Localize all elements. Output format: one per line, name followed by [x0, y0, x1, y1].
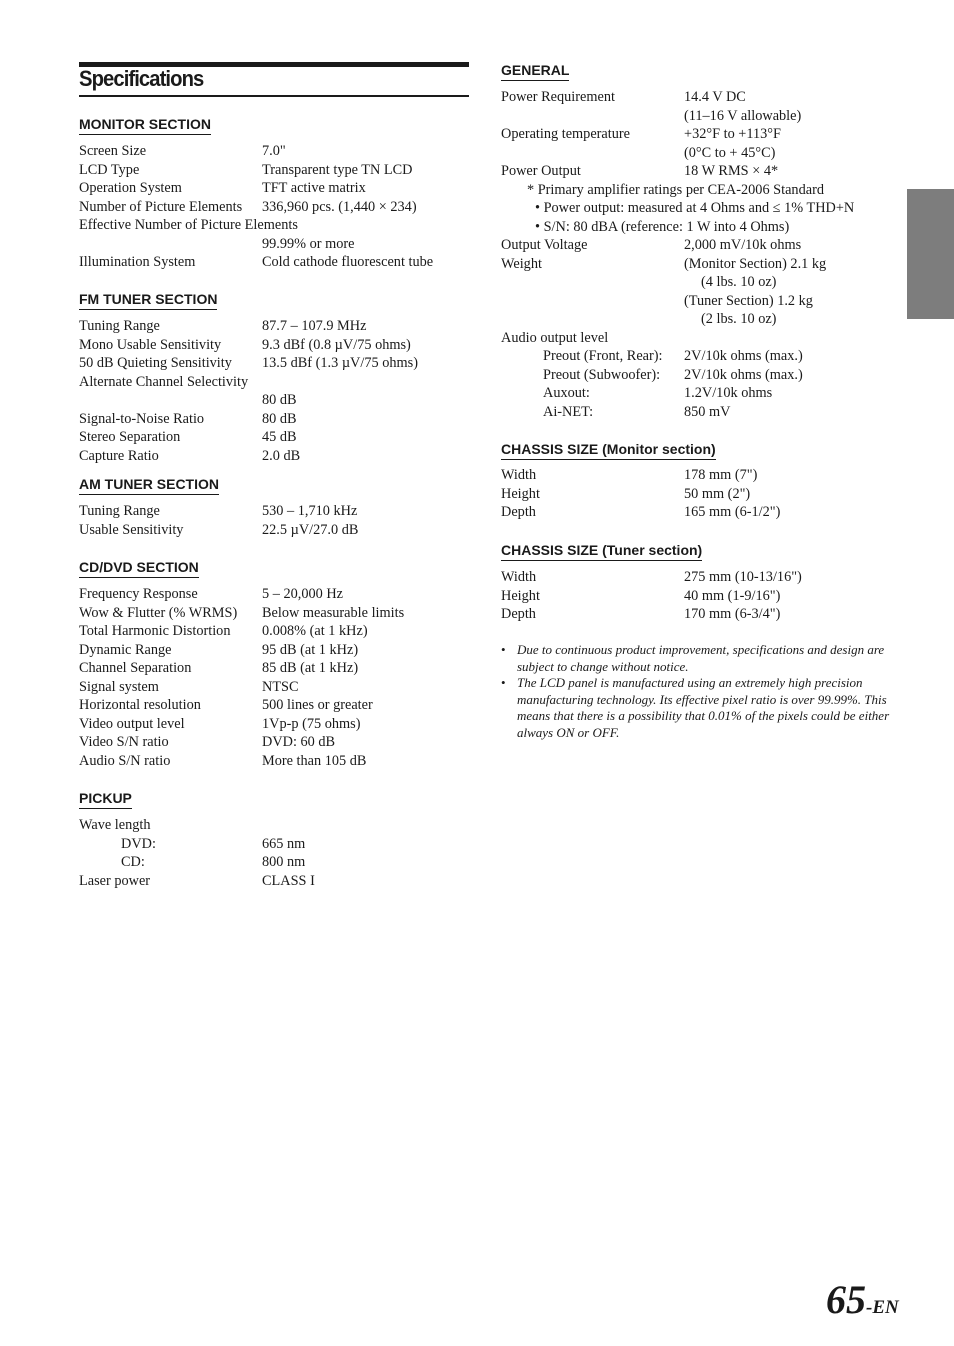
spec-label: Operation System	[79, 180, 182, 196]
page-number-value: 65	[826, 1277, 866, 1322]
monitor-heading: MONITOR SECTION	[79, 115, 211, 135]
spec-label: Dynamic Range	[79, 641, 172, 658]
spec-label: Ai-NET:	[543, 403, 594, 420]
spec-value: 530 – 1,710 kHz	[262, 503, 358, 519]
fm-heading: FM TUNER SECTION	[79, 290, 217, 310]
spec-row	[501, 107, 901, 125]
footnote	[501, 642, 901, 675]
spec-label: Capture Ratio	[79, 447, 159, 464]
spec-label: Tuning Range	[79, 503, 160, 519]
spec-value: 5 – 20,000 Hz	[262, 586, 344, 602]
spec-row	[79, 835, 469, 853]
page-number	[826, 1278, 899, 1330]
spec-label: Alternate Channel Selectivity	[79, 373, 249, 390]
spec-value: 0.008% (at 1 kHz)	[262, 623, 368, 639]
spec-row	[79, 235, 469, 253]
spec-value: DVD: 60 dB	[262, 734, 336, 750]
spec-value: 7.0"	[262, 143, 286, 159]
spec-label: Width	[501, 467, 537, 483]
spec-label: Screen Size	[79, 143, 147, 159]
spec-value: 2V/10k ohms (max.)	[684, 366, 803, 383]
spec-row	[79, 622, 469, 640]
spec-label: Signal-to-Noise Ratio	[79, 410, 205, 427]
spec-label: Horizontal resolution	[79, 697, 201, 713]
spec-row	[79, 521, 469, 539]
spec-row	[501, 466, 901, 484]
spec-row	[79, 872, 469, 890]
chassis-tuner-heading: CHASSIS SIZE (Tuner section)	[501, 541, 702, 561]
spec-row	[501, 218, 901, 236]
spec-row	[501, 292, 901, 310]
spec-value: 1Vp-p (75 ohms)	[262, 715, 361, 732]
spec-value: 2,000 mV/10k ohms	[684, 237, 802, 253]
spec-row	[501, 503, 901, 521]
spec-label: Preout (Subwoofer):	[543, 366, 661, 383]
spec-row	[79, 641, 469, 659]
spec-label: • S/N: 80 dBA (reference: 1 W into 4 Ohms)	[535, 218, 790, 235]
spec-value: 80 dB	[262, 410, 297, 427]
spec-label: Video S/N ratio	[79, 734, 169, 750]
spec-value: 336,960 pcs. (1,440 × 234)	[262, 198, 417, 215]
spec-label: Tuning Range	[79, 318, 160, 334]
spec-value: 165 mm (6-1/2")	[684, 504, 781, 520]
spec-label: LCD Type	[79, 161, 140, 178]
spec-label: Effective Number of Picture Elements	[79, 217, 298, 233]
spec-label: DVD:	[121, 835, 156, 852]
spec-value: 13.5 dBf (1.3 µV/75 ohms)	[262, 355, 418, 371]
pickup-heading: PICKUP	[79, 789, 132, 809]
spec-label: Stereo Separation	[79, 429, 181, 445]
spec-value: 18 W RMS × 4*	[684, 163, 779, 179]
spec-row	[79, 391, 469, 409]
spec-label: Frequency Response	[79, 586, 198, 602]
spec-label: Height	[501, 587, 540, 604]
spec-label: Channel Separation	[79, 660, 192, 676]
spec-value: (Monitor Section) 2.1 kg	[684, 255, 827, 272]
spec-row	[79, 733, 469, 751]
spec-value: More than 105 dB	[262, 752, 367, 769]
spec-value: (0°C to + 45°C)	[684, 144, 776, 161]
spec-row	[79, 373, 469, 391]
spec-label: Wow & Flutter (% WRMS)	[79, 604, 238, 621]
spec-row	[79, 142, 469, 160]
spec-value: 500 lines or greater	[262, 697, 373, 713]
spec-label: Number of Picture Elements	[79, 198, 243, 215]
spec-row	[501, 347, 901, 365]
side-thumb-tab	[907, 189, 954, 319]
spec-row	[501, 587, 901, 605]
footnote-text: The LCD panel is manufactured using an extremely high precision manufacturing technology. Its effective pixel ratio is over 99.99%. This means that there is a possibility that 0.01% of the pixels could be either always ON or OFF.	[517, 675, 890, 740]
spec-value: 1.2V/10k ohms	[684, 385, 773, 401]
spec-label: Weight	[501, 255, 542, 272]
general-heading: GENERAL	[501, 61, 569, 81]
spec-row	[79, 678, 469, 696]
spec-label: Output Voltage	[501, 237, 588, 253]
spec-label: Signal system	[79, 678, 159, 695]
spec-value: (4 lbs. 10 oz)	[701, 274, 777, 290]
spec-row	[501, 88, 901, 106]
spec-row	[79, 216, 469, 234]
spec-row	[79, 853, 469, 871]
spec-label: • Power output: measured at 4 Ohms and ≤ 1% THD+N	[535, 200, 855, 216]
spec-row	[79, 336, 469, 354]
spec-label: Illumination System	[79, 254, 196, 270]
spec-value: (11–16 V allowable)	[684, 107, 802, 124]
spec-row	[501, 485, 901, 503]
spec-row	[79, 253, 469, 271]
spec-row	[501, 162, 901, 180]
spec-value: 22.5 µV/27.0 dB	[262, 521, 359, 538]
spec-value: NTSC	[262, 678, 299, 695]
spec-value: 275 mm (10-13/16")	[684, 569, 802, 585]
footnote-text: Due to continuous product improvement, specifications and design are subject to change without notice.	[517, 642, 885, 674]
spec-label: Auxout:	[543, 385, 590, 401]
spec-row	[501, 403, 901, 421]
spec-label: Audio S/N ratio	[79, 752, 171, 769]
spec-row	[79, 354, 469, 372]
spec-value: (2 lbs. 10 oz)	[701, 311, 777, 327]
spec-row	[501, 310, 901, 328]
spec-label: Depth	[501, 504, 536, 520]
spec-row	[501, 236, 901, 254]
spec-row	[79, 161, 469, 179]
spec-value: 2V/10k ohms (max.)	[684, 348, 803, 364]
spec-value: +32°F to +113°F	[684, 126, 781, 142]
spec-row	[79, 715, 469, 733]
spec-value: 800 nm	[262, 854, 306, 870]
spec-row	[501, 384, 901, 402]
spec-label: Usable Sensitivity	[79, 521, 184, 538]
cddvd-heading: CD/DVD SECTION	[79, 558, 199, 578]
spec-value: 2.0 dB	[262, 447, 301, 464]
spec-row	[79, 659, 469, 677]
spec-value: CLASS I	[262, 872, 315, 889]
spec-label: CD:	[121, 854, 145, 870]
spec-row	[79, 585, 469, 603]
spec-row	[79, 604, 469, 622]
spec-value: 665 nm	[262, 835, 306, 852]
spec-label: Power Requirement	[501, 89, 615, 105]
spec-value: (Tuner Section) 1.2 kg	[684, 292, 813, 309]
spec-row	[501, 199, 901, 217]
spec-label: Power Output	[501, 163, 581, 179]
spec-value: 850 mV	[684, 403, 731, 420]
spec-value: 45 dB	[262, 429, 297, 445]
spec-value: TFT active matrix	[262, 180, 366, 196]
title-rule-bottom	[79, 95, 469, 97]
spec-value: Transparent type TN LCD	[262, 161, 413, 178]
spec-value: Below measurable limits	[262, 604, 405, 621]
spec-value: 85 dB (at 1 kHz)	[262, 660, 359, 676]
spec-row	[79, 317, 469, 335]
footnote	[501, 675, 901, 741]
chassis-monitor-heading: CHASSIS SIZE (Monitor section)	[501, 440, 716, 460]
spec-label: 50 dB Quieting Sensitivity	[79, 355, 232, 371]
spec-row	[501, 255, 901, 273]
spec-value: 87.7 – 107.9 MHz	[262, 318, 367, 334]
spec-row	[79, 752, 469, 770]
spec-label: Audio output level	[501, 329, 609, 346]
bullet-icon: •	[501, 642, 506, 657]
spec-row	[79, 816, 469, 834]
spec-value: 14.4 V DC	[684, 89, 746, 105]
spec-value: 9.3 dBf (0.8 µV/75 ohms)	[262, 336, 411, 353]
spec-label: * Primary amplifier ratings per CEA-2006 Standard	[527, 181, 824, 198]
bullet-icon: •	[501, 675, 506, 690]
spec-row	[501, 568, 901, 586]
spec-value: 99.99% or more	[262, 235, 355, 252]
spec-row	[79, 410, 469, 428]
spec-label: Depth	[501, 606, 536, 622]
spec-row	[501, 605, 901, 623]
spec-row	[79, 696, 469, 714]
spec-label: Height	[501, 485, 540, 502]
spec-row	[501, 366, 901, 384]
page-title: Specifications	[79, 66, 204, 91]
spec-row	[501, 329, 901, 347]
spec-label: Laser power	[79, 872, 151, 889]
spec-value: Cold cathode fluorescent tube	[262, 254, 434, 270]
spec-value: 178 mm (7")	[684, 467, 758, 483]
spec-row	[79, 428, 469, 446]
spec-row	[79, 502, 469, 520]
spec-row	[79, 198, 469, 216]
spec-value: 50 mm (2")	[684, 485, 751, 502]
spec-label: Total Harmonic Distortion	[79, 623, 231, 639]
spec-row	[501, 125, 901, 143]
spec-label: Wave length	[79, 817, 151, 833]
spec-value: 95 dB (at 1 kHz)	[262, 641, 359, 658]
spec-row	[501, 144, 901, 162]
spec-row	[79, 447, 469, 465]
am-heading: AM TUNER SECTION	[79, 475, 219, 495]
spec-row	[501, 181, 901, 199]
spec-label: Mono Usable Sensitivity	[79, 336, 222, 353]
page-number-suffix: -EN	[866, 1297, 899, 1318]
spec-row	[501, 273, 901, 291]
spec-label: Preout (Front, Rear):	[543, 348, 663, 364]
spec-label: Video output level	[79, 715, 185, 732]
spec-label: Width	[501, 569, 537, 585]
spec-value: 170 mm (6-3/4")	[684, 606, 781, 622]
spec-label: Operating temperature	[501, 126, 631, 142]
spec-row	[79, 179, 469, 197]
spec-value: 40 mm (1-9/16")	[684, 587, 781, 604]
spec-value: 80 dB	[262, 392, 297, 408]
